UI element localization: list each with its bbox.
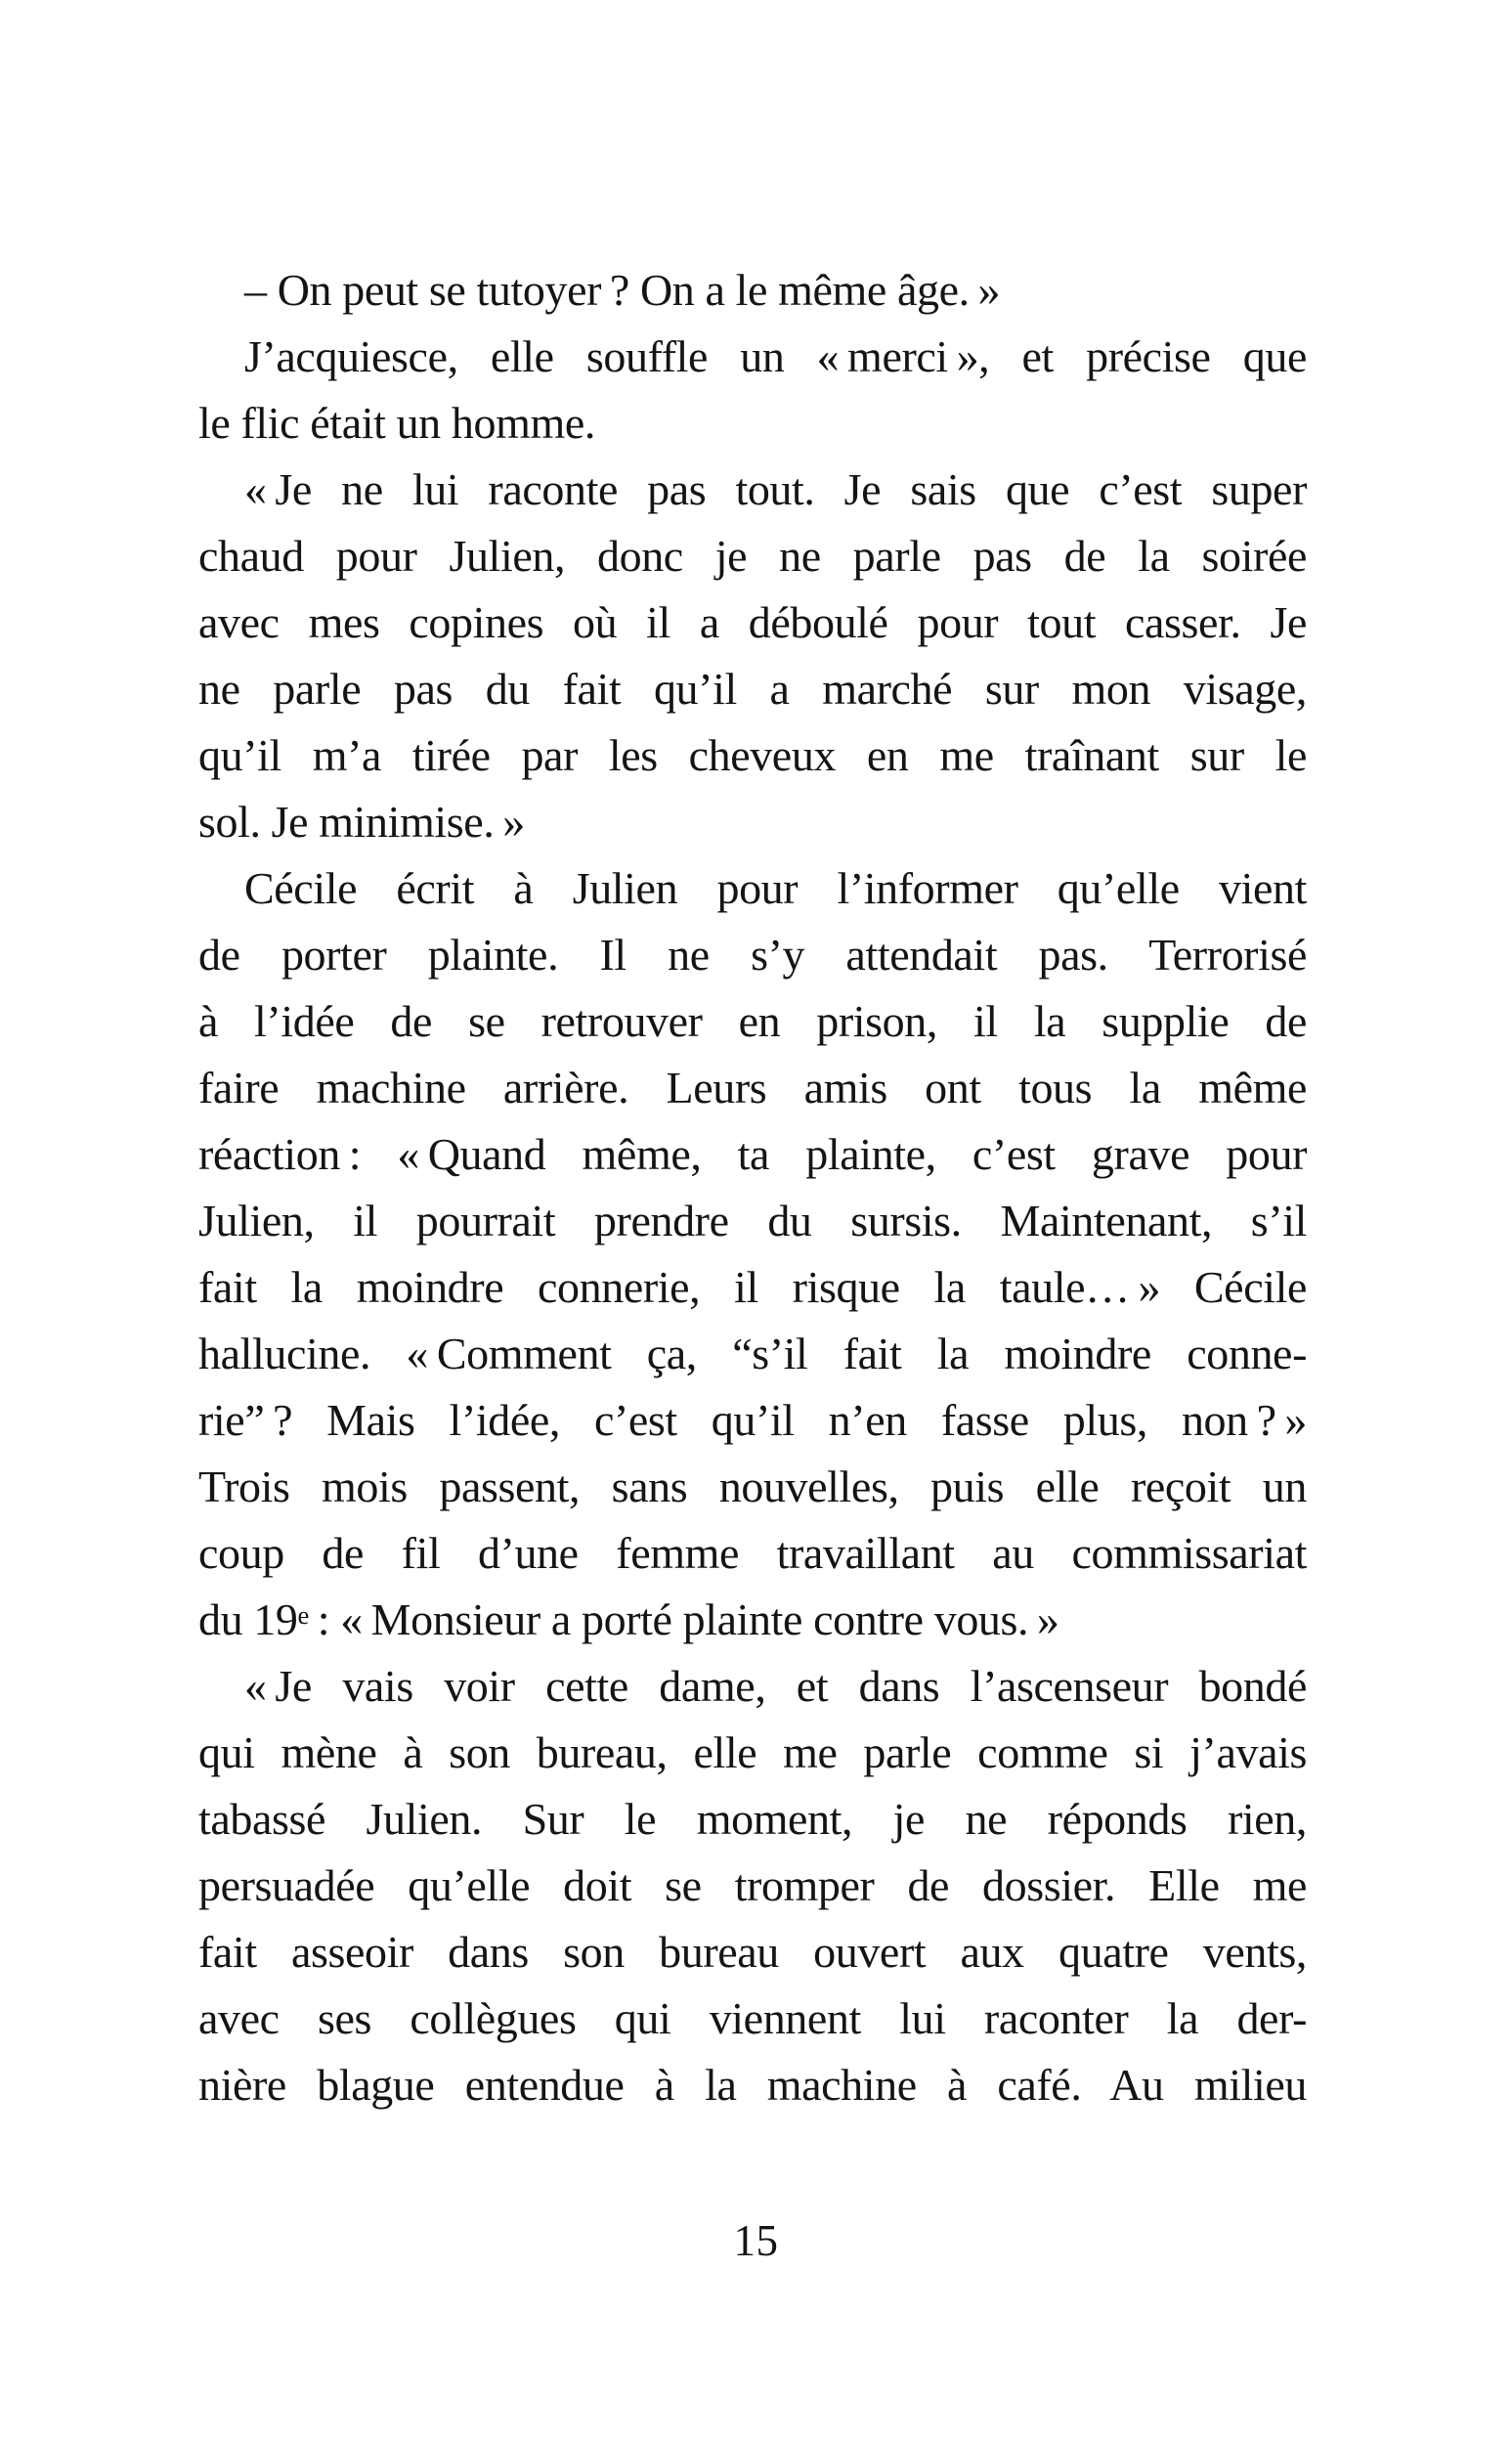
text-line: ne parle pas du fait qu’il a marché sur mon visage,	[198, 664, 1307, 714]
text-line: – On peut se tutoyer ? On a le même âge. »	[244, 265, 1001, 315]
text-line: du 19e : « Monsieur a porté plainte contre vous. »	[198, 1594, 1059, 1644]
text-line: le flic était un homme.	[198, 398, 595, 448]
text-line: hallucine. « Comment ça, “s’il fait la moindre conne-	[198, 1329, 1307, 1378]
text-line: de porter plainte. Il ne s’y attendait pas. Terrorisé	[198, 930, 1307, 980]
text-line: rie” ? Mais l’idée, c’est qu’il n’en fasse plus, non ? »	[198, 1395, 1307, 1445]
text-line: faire machine arrière. Leurs amis ont tous la même	[198, 1063, 1307, 1113]
superscript-ordinal: e	[297, 1599, 309, 1630]
text-line: « Je ne lui raconte pas tout. Je sais que c’est super	[244, 464, 1307, 514]
text-line: tabassé Julien. Sur le moment, je ne réponds rien,	[198, 1794, 1307, 1844]
text-line: Trois mois passent, sans nouvelles, puis elle reçoit un	[198, 1462, 1307, 1511]
text-line: à l’idée de se retrouver en prison, il la supplie de	[198, 996, 1307, 1046]
text-line: chaud pour Julien, donc je ne parle pas de la soirée	[198, 531, 1307, 581]
text-line: qui mène à son bureau, elle me parle comme si j’avais	[198, 1727, 1307, 1777]
text-line: fait la moindre connerie, il risque la taule… » Cécile	[198, 1262, 1307, 1312]
text-line: J’acquiesce, elle souffle un « merci », et précise que	[244, 331, 1307, 381]
text-line: sol. Je minimise. »	[198, 797, 525, 847]
text-line: « Je vais voir cette dame, et dans l’ascenseur bondé	[244, 1661, 1307, 1711]
text-line: Julien, il pourrait prendre du sursis. Maintenant, s’il	[198, 1196, 1307, 1245]
text-line: fait asseoir dans son bureau ouvert aux quatre vents,	[198, 1927, 1307, 1977]
page-text	[198, 257, 1307, 2118]
text-line: coup de fil d’une femme travaillant au commissariat	[198, 1528, 1307, 1578]
text-line: nière blague entendue à la machine à café. Au milieu	[198, 2060, 1307, 2110]
text-line: avec mes copines où il a déboulé pour tout casser. Je	[198, 597, 1307, 647]
text-line: persuadée qu’elle doit se tromper de dossier. Elle me	[198, 1860, 1307, 1910]
page-number: 15	[733, 2216, 779, 2265]
text-line: réaction : « Quand même, ta plainte, c’est grave pour	[198, 1129, 1307, 1179]
text-line: avec ses collègues qui viennent lui raconter la der-	[198, 1993, 1307, 2043]
text-line: qu’il m’a tirée par les cheveux en me traînant sur le	[198, 730, 1307, 780]
text-line: Cécile écrit à Julien pour l’informer qu’elle vient	[244, 863, 1307, 913]
